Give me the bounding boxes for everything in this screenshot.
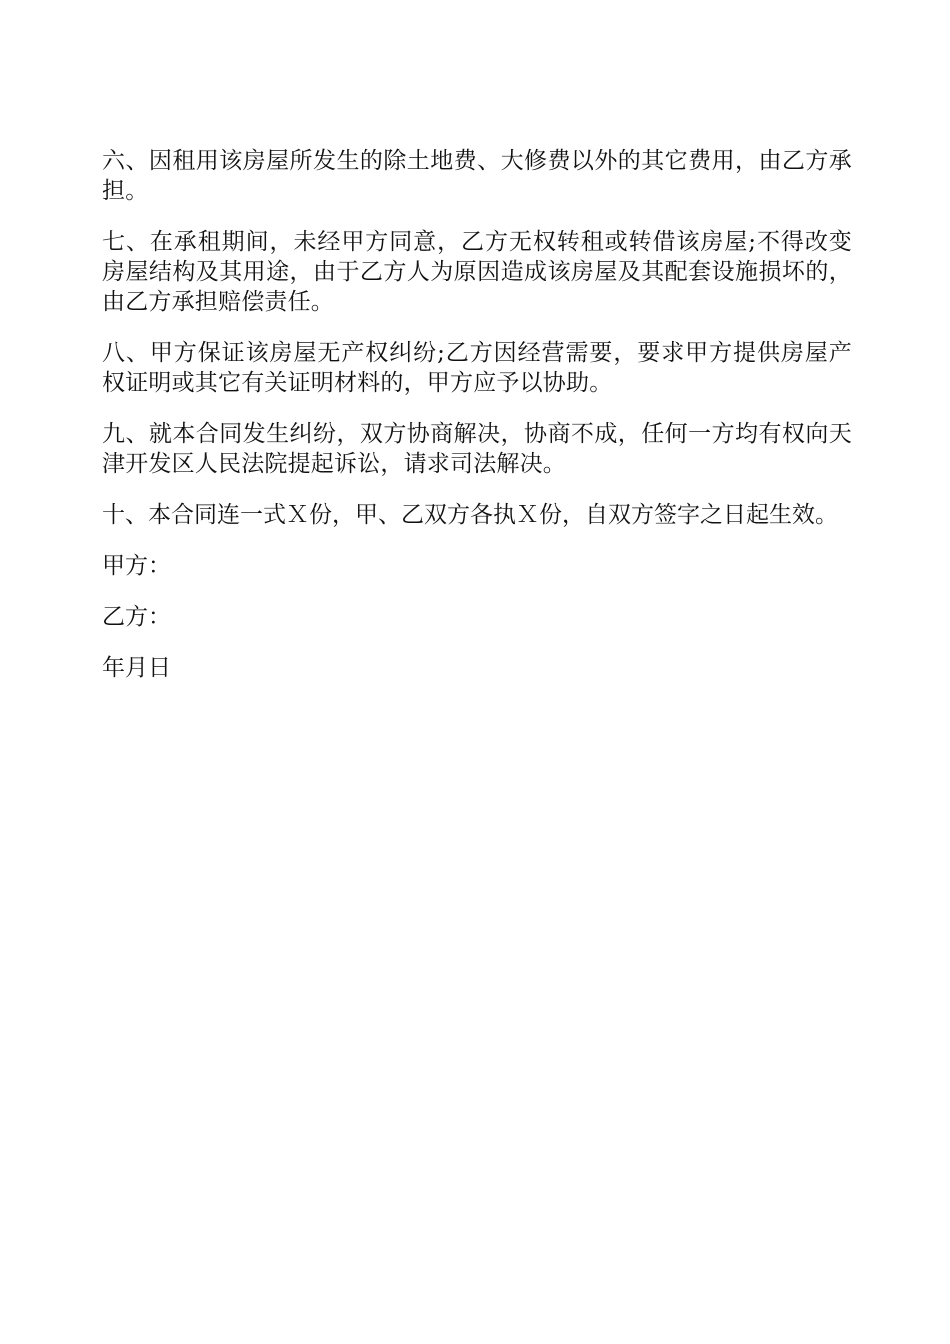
- contract-body: [102, 146, 852, 704]
- clause-10: 十、本合同连一式Ｘ份，甲、乙双方各执Ｘ份，自双方签字之日起生效。: [102, 502, 838, 528]
- clause-7: 七、在承租期间，未经甲方同意，乙方无权转租或转借该房屋;不得改变房屋结构及其用途，由于乙方人为原因造成该房屋及其配套设施损坏的，由乙方承担赔偿责任。: [102, 229, 852, 315]
- clause-9: 九、就本合同发生纠纷，双方协商解决，协商不成，任何一方均有权向天津开发区人民法院提起诉讼，请求司法解决。: [102, 421, 852, 477]
- party-a-signature-line: 甲方：: [102, 553, 171, 579]
- party-b-signature-line: 乙方：: [102, 604, 171, 630]
- date-line: 年月日: [102, 655, 171, 681]
- clause-6: 六、因租用该房屋所发生的除土地费、大修费以外的其它费用，由乙方承担。: [102, 148, 852, 204]
- clause-8: 八、甲方保证该房屋无产权纠纷;乙方因经营需要，要求甲方提供房屋产权证明或其它有关证明材料的，甲方应予以协助。: [102, 340, 852, 396]
